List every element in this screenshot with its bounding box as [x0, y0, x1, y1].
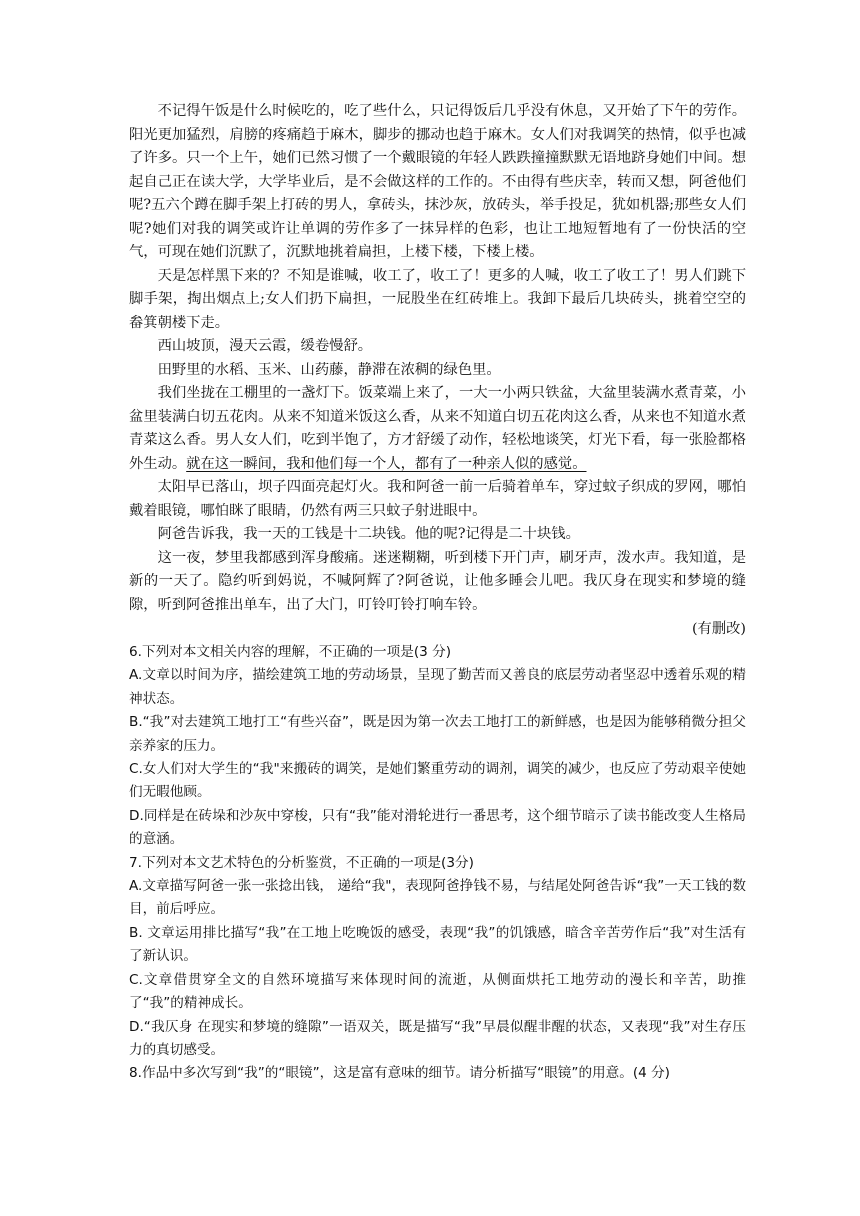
question-6-option-c: C.女人们对大学生的“我"来搬砖的调笑，是她们繁重劳动的调剂，调笑的减少，也反应了劳动艰辛使她们无暇他顾。 — [129, 761, 746, 801]
passage-paragraph-2: 天是怎样黑下来的？不知是谁喊，收工了，收工了！更多的人喊，收工了收工了！男人们跳下脚手架，掏出烟点上;女人们扔下扁担，一屁股坐在红砖堆上。我卸下最后几块砖头，挑着空空的畚箕朝楼下走。 — [129, 267, 746, 331]
question-6-option-d: D.同样是在砖垛和沙灰中穿梭，只有“我”能对滑轮进行一番思考，这个细节暗示了读书能改变人生格局的意涵。 — [129, 807, 746, 848]
passage-paragraph-4: 田野里的水稻、玉米、山药藤，静滞在浓稠的绿色里。 — [157, 361, 501, 378]
passage-paragraph-5-text: 我们坐拢在工棚里的一盏灯下。饭菜端上来了，一大一小两只铁盆，大盆里装满水煮青菜，小盆里装满白切五花肉。从来不知道米饭这么香，从来不知道白切五花肉这么香，从来也不知道水煮青菜这么香。男人女人们，吃到半饱了，方才舒缓了动作，轻松地谈笑，灯光下看，每一张脸都格外生动。 — [129, 385, 746, 472]
passage-paragraph-7: 阿爸告诉我，我一天的工钱是十二块钱。他的呢?记得是二十块钱。 — [157, 526, 580, 542]
passage-paragraph-6: 太阳早已落山，坝子四面亮起灯火。我和阿爸一前一后骑着单车，穿过蚊子织成的罗网，哪怕戴着眼镜，哪怕眯了眼睛，仍然有两三只蚊子射进眼中。 — [129, 479, 746, 519]
reading-passage — [129, 100, 746, 641]
passage-paragraph-3: 西山坡顶，漫天云霞，缓卷慢舒。 — [157, 338, 373, 354]
question-7-stem: 7.下列对本文艺术特色的分析鉴赏，不正确的一项是(3分) — [129, 854, 474, 871]
passage-paragraph-5 — [129, 382, 746, 476]
question-6-option-b: B.“我”对去建筑工地打工“有些兴奋”，既是因为第一次去工地打工的新鲜感，也是因为能够稍微分担父亲养家的压力。 — [129, 714, 746, 754]
question-7-option-b: B. 文章运用排比描写“我”在工地上吃晚饭的感受，表现“我”的饥饿感，暗含辛苦劳作后“我”对生活有了新认识。 — [129, 924, 746, 965]
question-7 — [129, 852, 746, 1063]
question-6-stem: 6.下列对本文相关内容的理解，不正确的一项是(3 分) — [129, 644, 452, 660]
question-6 — [129, 641, 746, 852]
question-7-option-d: D.“我仄身 在现实和梦境的缝隙”一语双关，既是描写“我”早晨似醒非醒的状态，又表现“我”对生存压力的真切感受。 — [129, 1018, 746, 1058]
underlined-sentence: 就在这一瞬间，我和他们每一个人，都有了一种亲人似的感觉。 — [186, 455, 587, 472]
source-note: (有删改) — [691, 621, 746, 637]
passage-paragraph-8: 这一夜，梦里我都感到浑身酸痛。迷迷糊糊，听到楼下开门声，刷牙声，泼水声。我知道，是新的一天了。隐约听到妈说，不喊阿辉了?阿爸说，让他多睡会儿吧。我仄身在现实和梦境的缝隙，听到阿爸推出单车，出了大门，叮铃叮铃打响车铃。 — [129, 549, 746, 613]
question-7-option-a: A.文章描写阿爸一张一张捻出钱， 递给“我"，表现阿爸挣钱不易，与结尾处阿爸告诉“我”一天工钱的数目，前后呼应。 — [129, 878, 746, 918]
passage-paragraph-1: 不记得午饭是什么时候吃的，吃了些什么，只记得饭后几乎没有休息，又开始了下午的劳作。阳光更加猛烈，肩膀的疼痛趋于麻木，脚步的挪动也趋于麻木。女人们对我调笑的热情，似乎也减了许多。只一个上午，她们已然习惯了一个戴眼镜的年轻人跌跌撞撞默默无语地跻身她们中间。想起自己正在读大学，大学毕业后，是不会做这样的工作的。不由得有些庆幸，转而又想，阿爸他们呢?五六个蹲在脚手架上打砖的男人，拿砖头，抹沙灰，放砖头，举手投足，犹如机器;那些女人们呢?她们对我的调笑或许让单调的劳作多了一抹异样的色彩，也让工地短暂地有了一份快活的空气，可现在她们沉默了，沉默地挑着扁担，上楼下楼，下楼上楼。 — [129, 103, 746, 260]
question-6-option-a: A.文章以时间为序，描绘建筑工地的劳动场景，呈现了勤苦而又善良的底层劳动者坚忍中透着乐观的精神状态。 — [129, 667, 746, 707]
question-7-option-c: C.文章借贯穿全文的自然环境描写来体现时间的流逝，从侧面烘托工地劳动的漫长和辛苦，助推了“我”的精神成长。 — [129, 971, 746, 1012]
question-8-stem: 8.作品中多次写到“我”的“眼镜”，这是富有意味的细节。请分析描写“眼镜”的用意。(4 分) — [129, 1065, 670, 1082]
question-8 — [129, 1062, 746, 1085]
